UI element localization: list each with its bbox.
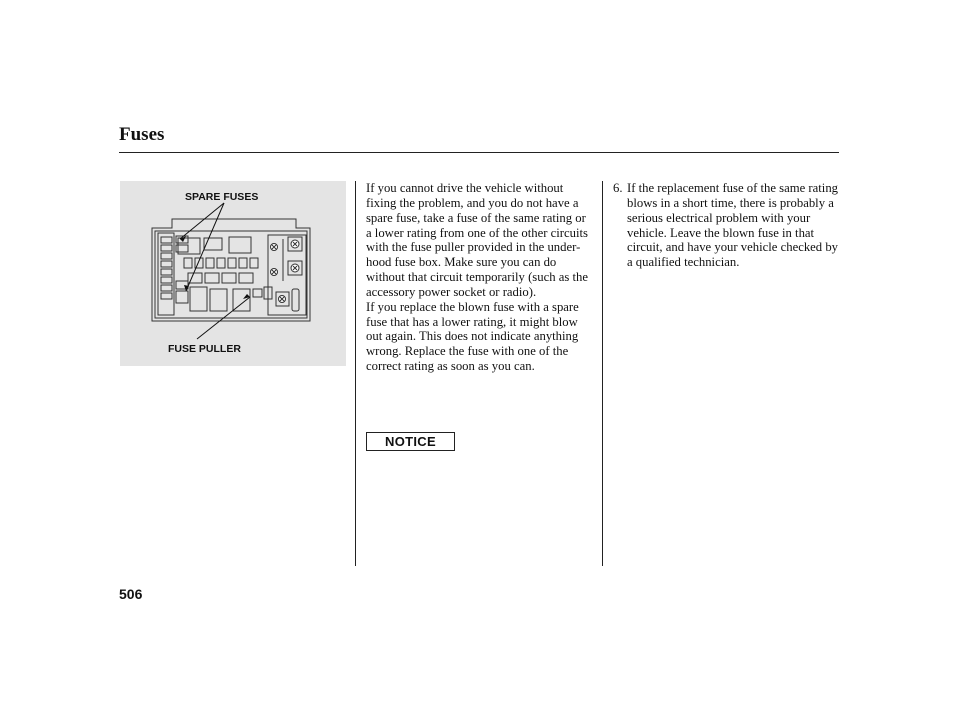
page-number: 506 (119, 586, 143, 602)
step-text: If the replacement fuse of the same rating blows in a short time, there is probably a serious electrical problem with your vehicle. Leave the blown fuse in that circuit, and have your vehicle checked by a qualified technician. (627, 181, 839, 270)
fuse-box-diagram (120, 181, 346, 366)
text-column-middle (366, 181, 594, 374)
column-divider-right (602, 181, 603, 566)
page-title: Fuses (119, 124, 165, 145)
column-divider-left (355, 181, 356, 566)
paragraph-no-spare-fuse: If you cannot drive the vehicle without fixing the problem, and you do not have a spare fuse, take a fuse of the same rating or a lower rating from one of the other circuits with the fuse puller provided in the under-hood fuse box. Make sure you can do without that circuit temporarily (such as the accessory power socket or radio). (366, 181, 588, 299)
notice-badge: NOTICE (366, 432, 455, 451)
fuse-puller-label: FUSE PULLER (168, 343, 241, 355)
fuse-box-figure (120, 181, 346, 366)
step-number: 6. (613, 181, 623, 195)
step-6 (613, 181, 839, 270)
title-rule (119, 152, 839, 153)
text-column-right (613, 181, 839, 270)
paragraph-lower-rating: If you replace the blown fuse with a spare fuse that has a lower rating, it might blow out again. This does not indicate anything wrong. Replace the fuse with one of the correct rating as soon as you can. (366, 299, 579, 374)
spare-fuses-label: SPARE FUSES (185, 191, 259, 203)
